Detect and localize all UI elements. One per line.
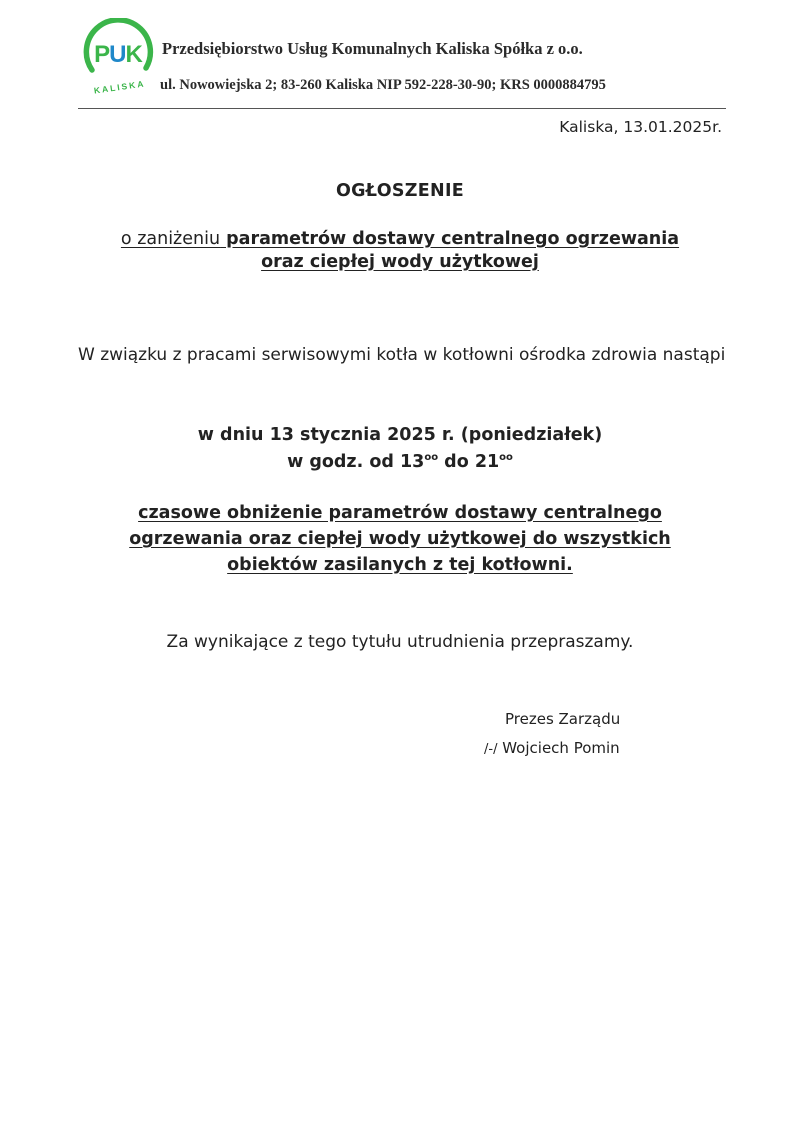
subtitle-line1-rest: parametrów dostawy centralnego ogrzewania [220,229,680,249]
svg-text:PUK: PUK [94,41,142,68]
puk-kaliska-logo [80,18,156,96]
date-line: w dniu 13 stycznia 2025 r. (poniedziałek) [197,425,603,445]
place-date: Kaliska, 13.01.2025r. [559,118,722,136]
company-name: Przedsiębiorstwo Usług Komunalnych Kaliska Spółka z o.o. [162,39,583,58]
company-address: ul. Nowowiejska 2; 83-260 Kaliska NIP 592-228-30-90; KRS 0000884795 [160,77,606,93]
effect-line3: obiektów zasilanych z tej kotłowni. [227,555,573,575]
date-time-block [0,422,800,476]
effect-line1: czasowe obniżenie parametrów dostawy centralnego [138,503,662,523]
announcement-subtitle [0,228,800,274]
subtitle-first-word: o zaniżeniu [120,229,221,249]
svg-text:KALISKA: KALISKA [93,78,146,96]
signature-name-line [484,739,620,757]
time-prefix: w godz. od 13 [287,452,425,472]
announcement-title: OGŁOSZENIE [335,181,465,201]
time-from-sup: oo [424,452,439,463]
time-mid: do 21 [438,452,500,472]
signature-mark: /-/ [484,742,498,757]
intro-paragraph: W związku z pracami serwisowymi kotła w kotłowni ośrodka zdrowia nastąpi [78,345,726,365]
subtitle-line2: oraz ciepłej wody użytkowej [261,252,539,272]
signature-name: Wojciech Pomin [502,739,620,757]
signature-role: Prezes Zarządu [505,710,621,728]
effect-statement [0,500,800,578]
effect-line2: ogrzewania oraz ciepłej wody użytkowej do wszystkich [129,529,671,549]
time-to-sup: oo [499,452,513,463]
apology-text: Za wynikające z tego tytułu utrudnienia przepraszamy. [166,632,634,652]
time-line [287,452,513,472]
letterhead [78,14,726,109]
